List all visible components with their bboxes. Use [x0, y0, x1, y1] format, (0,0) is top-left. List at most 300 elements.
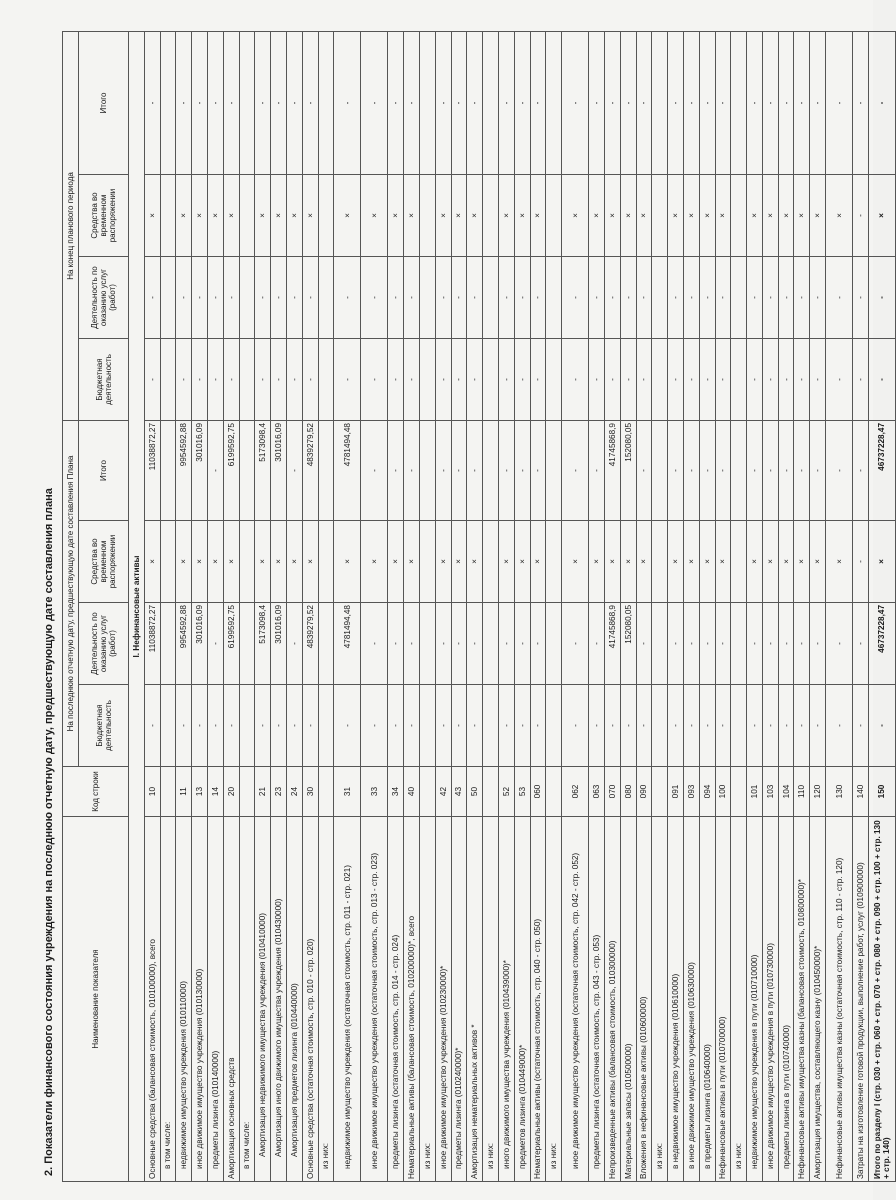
cell-value: - [498, 603, 514, 685]
table-row [546, 31, 562, 1181]
row-code: 34 [388, 767, 404, 817]
cell-value: 4781494,48 [334, 421, 361, 521]
cell-value: - [794, 31, 810, 174]
cell-value: × [826, 521, 853, 603]
row-code: 30 [302, 767, 318, 817]
cell-value [419, 685, 435, 767]
row-name: недвижимое имущество учреждения (остаточная стоимость, стр. 011 - стр. 021) [334, 817, 361, 1182]
cell-value: - [467, 603, 483, 685]
cell-value: - [826, 31, 853, 174]
cell-value: - [404, 257, 420, 339]
row-code: 52 [498, 767, 514, 817]
table-row [747, 31, 763, 1181]
row-code: 150 [868, 767, 895, 817]
table-row [652, 31, 668, 1181]
cell-value: - [762, 257, 778, 339]
cell-value: - [361, 685, 388, 767]
report-title: 2. Показатели финансового состояния учреждения на последнюю отчетную дату, предшествующую дате составления плана [43, 488, 55, 1176]
cell-value: - [562, 685, 589, 767]
table-row [589, 31, 605, 1181]
cell-value: - [636, 339, 652, 421]
row-code: 110 [794, 767, 810, 817]
cell-value: × [778, 521, 794, 603]
cell-value: - [286, 257, 302, 339]
cell-value: - [810, 339, 826, 421]
cell-value: - [144, 339, 160, 421]
cell-value: - [498, 257, 514, 339]
cell-value: × [530, 175, 546, 257]
cell-value: - [853, 257, 869, 339]
row-code: 130 [826, 767, 853, 817]
cell-value: - [853, 521, 869, 603]
table-row [514, 31, 530, 1181]
cell-value: - [255, 685, 271, 767]
cell-value: - [778, 685, 794, 767]
cell-value: - [762, 603, 778, 685]
cell-value: 41745868,9 [604, 603, 620, 685]
cell-value [731, 339, 747, 421]
cell-value: - [620, 31, 636, 174]
cell-value: - [668, 685, 684, 767]
cell-value: - [286, 421, 302, 521]
row-code: 43 [451, 767, 467, 817]
cell-value [239, 603, 255, 685]
cell-value: × [620, 175, 636, 257]
row-code: 21 [255, 767, 271, 817]
cell-value: × [144, 175, 160, 257]
row-name: из них: [731, 817, 747, 1182]
cell-value: 301016,09 [271, 603, 287, 685]
row-name: из них: [419, 817, 435, 1182]
row-code: 070 [604, 767, 620, 817]
row-code [160, 767, 176, 817]
row-name: предметы лизинга (остаточная стоимость, стр. 014 - стр. 024) [388, 817, 404, 1182]
cell-value: - [668, 421, 684, 521]
cell-value: - [826, 603, 853, 685]
cell-value: - [868, 685, 895, 767]
cell-value: - [620, 257, 636, 339]
cell-value: × [604, 521, 620, 603]
row-name: Амортизация предметов лизинга (010440000) [286, 817, 302, 1182]
cell-value: × [467, 175, 483, 257]
row-code: 100 [715, 767, 731, 817]
row-name: в том числе: [239, 817, 255, 1182]
cell-value: - [271, 339, 287, 421]
cell-value: - [683, 339, 699, 421]
cell-value: - [715, 257, 731, 339]
table-row [498, 31, 514, 1181]
row-name: Основные средства (балансовая стоимость, 010100000), всего [144, 817, 160, 1182]
cell-value [239, 257, 255, 339]
row-code: 42 [435, 767, 451, 817]
cell-value [160, 521, 176, 603]
cell-value: 11038872,27 [144, 603, 160, 685]
row-name: Основные средства (остаточная стоимость, стр. 010 - стр. 020) [302, 817, 318, 1182]
row-code: 10 [144, 767, 160, 817]
cell-value: - [498, 339, 514, 421]
cell-value: - [388, 31, 404, 174]
cell-value: - [144, 31, 160, 174]
cell-value: × [810, 175, 826, 257]
table-row [286, 31, 302, 1181]
cell-value: - [451, 603, 467, 685]
cell-value [239, 685, 255, 767]
row-code: 31 [334, 767, 361, 817]
cell-value: - [176, 31, 192, 174]
cell-value: × [868, 175, 895, 257]
cell-value: × [810, 521, 826, 603]
cell-value: × [715, 521, 731, 603]
table-row [778, 31, 794, 1181]
cell-value: - [762, 421, 778, 521]
row-name: предметы лизинга (010140000) [207, 817, 223, 1182]
cell-value: × [388, 175, 404, 257]
cell-value: - [498, 31, 514, 174]
header-budget-end: Бюджетная деятельность [79, 339, 129, 421]
row-name: Нефинансовые активы имущества казны (остаточная стоимость, стр. 110 - стр. 120) [826, 817, 853, 1182]
cell-value: - [683, 603, 699, 685]
cell-value: - [668, 31, 684, 174]
table-row [404, 31, 420, 1181]
cell-value: - [302, 31, 318, 174]
cell-value: - [530, 421, 546, 521]
cell-value: × [589, 521, 605, 603]
cell-value: - [810, 257, 826, 339]
row-code: 14 [207, 767, 223, 817]
cell-value: - [604, 257, 620, 339]
cell-value: 46737228,47 [868, 421, 895, 521]
cell-value: × [271, 521, 287, 603]
table-row [318, 31, 334, 1181]
cell-value [239, 421, 255, 521]
cell-value: - [810, 685, 826, 767]
cell-value: - [514, 421, 530, 521]
table-row [239, 31, 255, 1181]
cell-value: × [451, 521, 467, 603]
cell-value [239, 339, 255, 421]
cell-value: - [435, 421, 451, 521]
cell-value: - [562, 257, 589, 339]
cell-value [731, 421, 747, 521]
cell-value: - [207, 421, 223, 521]
cell-value: 6199592,75 [223, 603, 239, 685]
cell-value [318, 421, 334, 521]
cell-value: × [361, 521, 388, 603]
header-services: Деятельность по оказанию услуг (работ) [79, 603, 129, 685]
cell-value: - [562, 421, 589, 521]
row-name: предметы лизинга (остаточная стоимость, стр. 043 - стр. 053) [589, 817, 605, 1182]
cell-value [652, 521, 668, 603]
cell-value [483, 175, 499, 257]
cell-value [239, 521, 255, 603]
cell-value: - [467, 339, 483, 421]
cell-value: × [826, 175, 853, 257]
cell-value: × [176, 521, 192, 603]
cell-value: - [144, 685, 160, 767]
table-row [271, 31, 287, 1181]
cell-value: - [514, 31, 530, 174]
row-code: 20 [223, 767, 239, 817]
cell-value: - [868, 257, 895, 339]
cell-value: - [467, 685, 483, 767]
cell-value: - [778, 257, 794, 339]
cell-value: - [286, 339, 302, 421]
cell-value [419, 339, 435, 421]
cell-value [546, 31, 562, 174]
cell-value: - [699, 685, 715, 767]
table-row [129, 31, 145, 1181]
cell-value: - [636, 603, 652, 685]
row-name: из них: [546, 817, 562, 1182]
cell-value: × [334, 521, 361, 603]
cell-value: - [286, 685, 302, 767]
cell-value: - [562, 603, 589, 685]
cell-value [419, 31, 435, 174]
cell-value: - [255, 31, 271, 174]
table-row [223, 31, 239, 1181]
row-code: 080 [620, 767, 636, 817]
cell-value: - [699, 31, 715, 174]
row-name: иного движимого имущества учреждения (010439000)* [498, 817, 514, 1182]
cell-value: - [514, 685, 530, 767]
cell-value: × [794, 521, 810, 603]
row-name: из них: [318, 817, 334, 1182]
cell-value: - [176, 339, 192, 421]
row-code: 103 [762, 767, 778, 817]
cell-value: × [388, 521, 404, 603]
cell-value: × [435, 521, 451, 603]
cell-value: - [467, 31, 483, 174]
cell-value: - [747, 603, 763, 685]
cell-value: 41745868,9 [604, 421, 620, 521]
cell-value: 6199592,75 [223, 421, 239, 521]
cell-value: × [747, 521, 763, 603]
cell-value: - [747, 685, 763, 767]
cell-value: × [778, 175, 794, 257]
financial-state-table [62, 31, 896, 1182]
table-row [636, 31, 652, 1181]
row-code: 120 [810, 767, 826, 817]
row-code: 063 [589, 767, 605, 817]
cell-value: × [207, 521, 223, 603]
cell-value [239, 175, 255, 257]
cell-value: 152080,05 [620, 421, 636, 521]
cell-value: × [207, 175, 223, 257]
table-row [192, 31, 208, 1181]
cell-value: × [636, 175, 652, 257]
cell-value: - [826, 685, 853, 767]
cell-value: - [404, 339, 420, 421]
cell-value: × [255, 521, 271, 603]
row-code [731, 767, 747, 817]
cell-value: - [334, 339, 361, 421]
cell-value: - [404, 603, 420, 685]
cell-value [160, 339, 176, 421]
row-code [483, 767, 499, 817]
cell-value: 5173098,4 [255, 421, 271, 521]
cell-value [483, 521, 499, 603]
cell-value: - [620, 339, 636, 421]
cell-value [731, 685, 747, 767]
cell-value: × [334, 175, 361, 257]
table-row [826, 31, 853, 1181]
cell-value: - [683, 421, 699, 521]
cell-value: - [747, 257, 763, 339]
row-name: из них: [483, 817, 499, 1182]
table-row [334, 31, 361, 1181]
row-name: Нематериальные активы (балансовая стоимость, 010200000)*, всего [404, 817, 420, 1182]
cell-value: - [853, 421, 869, 521]
cell-value: - [589, 31, 605, 174]
row-code: 091 [668, 767, 684, 817]
cell-value: - [826, 339, 853, 421]
header-name: Наименование показателя [63, 817, 129, 1182]
cell-value [483, 685, 499, 767]
cell-value: - [207, 31, 223, 174]
cell-value: - [762, 339, 778, 421]
row-code: 24 [286, 767, 302, 817]
cell-value: - [207, 685, 223, 767]
row-name: Амортизация имущества, составляющего казну (010450000)* [810, 817, 826, 1182]
cell-value: - [810, 603, 826, 685]
row-name: в том числе: [160, 817, 176, 1182]
cell-value: × [255, 175, 271, 257]
cell-value: - [699, 339, 715, 421]
cell-value: - [715, 421, 731, 521]
cell-value: - [271, 685, 287, 767]
cell-value: - [271, 31, 287, 174]
cell-value: - [604, 685, 620, 767]
cell-value: - [514, 603, 530, 685]
cell-value: - [604, 339, 620, 421]
cell-value [318, 521, 334, 603]
header-group-last: На последнюю отчетную дату, предшествующую дате составления Плана [63, 421, 79, 767]
cell-value [419, 257, 435, 339]
row-code: 23 [271, 767, 287, 817]
cell-value: - [192, 31, 208, 174]
cell-value [546, 257, 562, 339]
cell-value: - [361, 31, 388, 174]
row-name: иное движимое имущество учреждения (остаточная стоимость, стр. 013 - стр. 023) [361, 817, 388, 1182]
cell-value: 9954592,88 [176, 421, 192, 521]
cell-value [652, 257, 668, 339]
header-total-end: Итого [79, 31, 129, 174]
cell-value: × [286, 175, 302, 257]
cell-value [546, 421, 562, 521]
table-row [176, 31, 192, 1181]
row-code: 140 [853, 767, 869, 817]
table-row [683, 31, 699, 1181]
row-name: иное движимое имущество учреждения (010230000)* [435, 817, 451, 1182]
cell-value [652, 421, 668, 521]
cell-value: - [207, 339, 223, 421]
cell-value: × [404, 521, 420, 603]
cell-value: 4839279,52 [302, 603, 318, 685]
table-row [731, 31, 747, 1181]
row-code [318, 767, 334, 817]
cell-value: - [514, 339, 530, 421]
cell-value: × [361, 175, 388, 257]
cell-value: × [683, 175, 699, 257]
cell-value: 301016,09 [192, 603, 208, 685]
cell-value: - [192, 685, 208, 767]
cell-value: - [810, 31, 826, 174]
row-code [652, 767, 668, 817]
cell-value [483, 421, 499, 521]
row-name: Итого по разделу I (стр. 030 + стр. 060 + стр. 070 + стр. 080 + стр. 090 + стр. 100 + стр. 130 + стр. 140) [868, 817, 895, 1182]
cell-value [483, 603, 499, 685]
table-row [810, 31, 826, 1181]
cell-value: - [794, 685, 810, 767]
cell-value [318, 257, 334, 339]
cell-value: - [826, 421, 853, 521]
cell-value: - [668, 257, 684, 339]
cell-value: - [778, 603, 794, 685]
cell-value: - [589, 421, 605, 521]
cell-value: × [514, 521, 530, 603]
row-code: 13 [192, 767, 208, 817]
cell-value: - [207, 257, 223, 339]
cell-value: - [334, 31, 361, 174]
cell-value [652, 603, 668, 685]
cell-value: - [530, 685, 546, 767]
table-row [562, 31, 589, 1181]
cell-value: 301016,09 [271, 421, 287, 521]
cell-value: - [451, 685, 467, 767]
cell-value: × [747, 175, 763, 257]
table-row [207, 31, 223, 1181]
cell-value [652, 339, 668, 421]
row-name: Нефинансовые активы в пути (010700000) [715, 817, 731, 1182]
section-title: I. Нефинансовые активы [129, 31, 145, 1181]
cell-value: - [388, 339, 404, 421]
header-budget: Бюджетная деятельность [79, 685, 129, 767]
cell-value: × [589, 175, 605, 257]
cell-value: - [255, 339, 271, 421]
header-temp-end: Средства во временном распоряжении [79, 175, 129, 257]
cell-value: - [388, 603, 404, 685]
table-row [467, 31, 483, 1181]
cell-value: - [361, 421, 388, 521]
cell-value: - [636, 685, 652, 767]
row-code: 094 [699, 767, 715, 817]
cell-value: - [853, 31, 869, 174]
table-row [160, 31, 176, 1181]
cell-value: - [636, 257, 652, 339]
cell-value: × [286, 521, 302, 603]
cell-value [652, 685, 668, 767]
cell-value: 152080,05 [620, 603, 636, 685]
row-name: Амортизация недвижимого имущества учреждения (010410000) [255, 817, 271, 1182]
cell-value [731, 257, 747, 339]
header-total: Итого [79, 421, 129, 521]
cell-value: - [361, 603, 388, 685]
cell-value: × [562, 175, 589, 257]
cell-value: × [562, 521, 589, 603]
cell-value: × [604, 175, 620, 257]
cell-value [239, 31, 255, 174]
table-row [388, 31, 404, 1181]
cell-value: - [826, 257, 853, 339]
cell-value: 46737228,47 [868, 603, 895, 685]
cell-value [318, 175, 334, 257]
row-code: 104 [778, 767, 794, 817]
cell-value [546, 339, 562, 421]
row-name: иное движимое имущество учреждения (остаточная стоимость, стр. 042 - стр. 052) [562, 817, 589, 1182]
cell-value: × [668, 175, 684, 257]
row-name: Нефинансовые активы имущества казны (балансовая стоимость, 010800000)* [794, 817, 810, 1182]
cell-value: × [435, 175, 451, 257]
